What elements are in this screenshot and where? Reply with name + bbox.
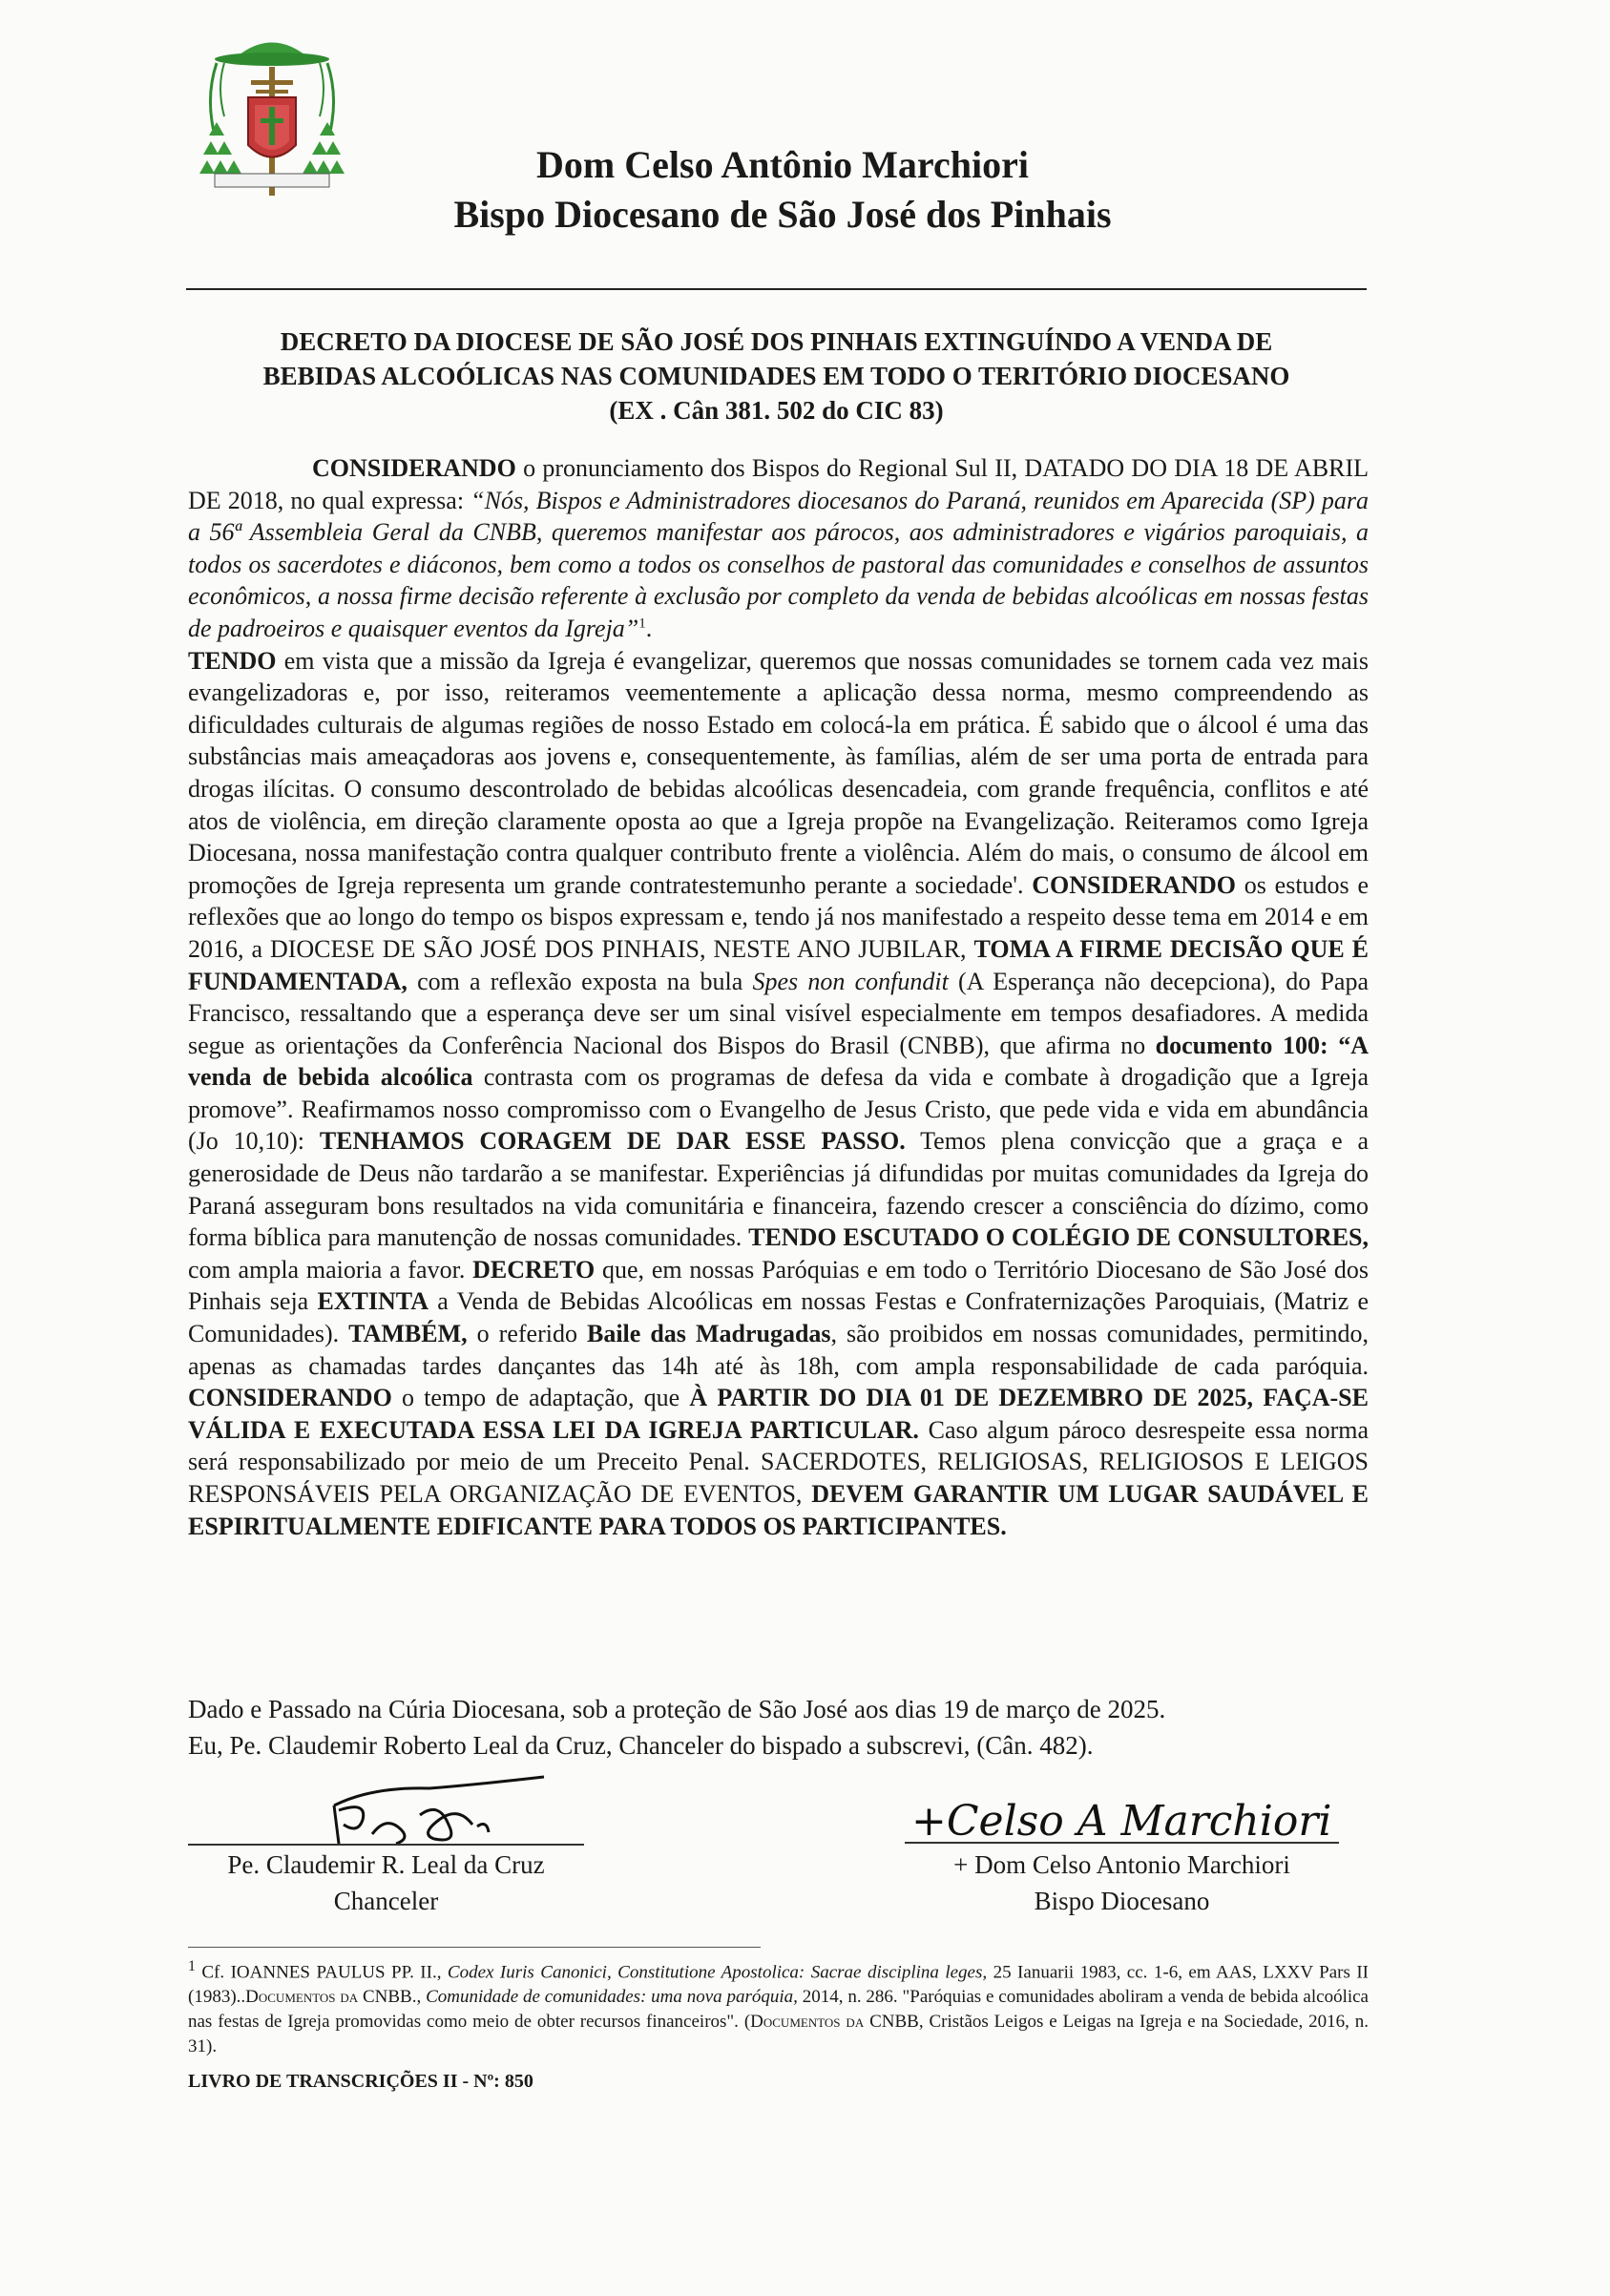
body-text: em vista que a missão da Igreja é evangelizar, queremos que nossas comunidades se tornem cada vez mais evangelizadoras e, por isso, reiteramos veementemente a aplicação dessa norma, mesmo compreendendo as dificuldades culturais de algumas regiões de nosso Estado em colocá-la em prática. É sabido que o álcool é uma das substâncias mais ameaçadoras aos jovens e, consequentemente, às famílias, além de ser uma porta de entrada para drogas ilícitas. O consumo descontrolado de bebidas alcoólicas desencadeia, com grande frequência, conflitos e até atos de violência, em direção claramente oposta ao que a Igreja propõe na Evangelização. Reiteramos como Igreja Diocesana, nossa manifestação contra qualquer contributo frente a violência. Além do mais, o consumo de álcool em promoções de Igreja representa um grande contratestemunho perante a sociedade'. — [188, 646, 1369, 899]
body-text: que, em nossas Paróquias e em todo o Território Diocesano de São José dos Pinhais seja — [188, 1255, 1369, 1316]
footnote-smallcaps: Documentos da CNBB., — [245, 1987, 422, 2008]
body-text: o referido — [467, 1320, 587, 1348]
decree-body — [188, 452, 1369, 1542]
bold-text: CONSIDERANDO — [188, 1384, 392, 1412]
header-divider — [186, 288, 1367, 290]
footnote-text: 2014, n. 286. "Paróquias e comunidades aboliram a venda de bebida alcoólica nas festas de Igreja promovidas como meio de obter recursos financeiros". ( — [188, 1987, 1369, 2033]
bold-text: CONSIDERANDO — [312, 454, 516, 482]
body-text: Temos plena convicção que a graça e a generosidade de Deus não tardarão a se manifestar. Experiências já difundidas por muitas comunidades da Igreja do Paraná asseguram bons resultados na vida comunitária e financeira, fazendo crescer a consciência do dízimo, como forma bíblica para manutenção de nossas comunidades. — [188, 1127, 1369, 1252]
decree-title-line: BEBIDAS ALCOÓLICAS NAS COMUNIDADES EM TODO O TERITÓRIO DIOCESANO — [262, 362, 1290, 390]
paragraph-tendo — [188, 645, 1369, 1543]
footnote-italic: Codex Iuris Canonici, Constitutione Apostolica: Sacrae disciplina leges, — [447, 1962, 988, 1983]
footnote — [188, 1954, 1369, 2059]
body-text: contrasta com os programas de defesa da vida e combate à drogadição que a Igreja promove”. Reafirmamos nosso compromisso com o Evangelho de Jesus Cristo, que pede vida e vida em abundância (Jo 10,10): — [188, 1063, 1369, 1156]
chancellor-signature-icon — [315, 1767, 563, 1853]
body-text: a Venda de Bebidas Alcoólicas em nossas Festas e Confraternizações Paroquiais, (Matriz e Comunidades). — [188, 1287, 1370, 1348]
closing-line: Dado e Passado na Cúria Diocesana, sob a proteção de São José aos dias 19 de março de 2025. — [188, 1695, 1166, 1723]
bold-text: DECRETO — [472, 1255, 596, 1284]
paragraph-considerando — [188, 452, 1369, 645]
closing-line: Eu, Pe. Claudemir Roberto Leal da Cruz, Chanceler do bispado a subscrevi, (Cân. 482). — [188, 1731, 1094, 1760]
decree-title-line: DECRETO DA DIOCESE DE SÃO JOSÉ DOS PINHAIS EXTINGUÍNDO A VENDA DE — [280, 327, 1273, 356]
bold-text: CONSIDERANDO — [1032, 870, 1237, 899]
body-text: o tempo de adaptação, que — [391, 1384, 690, 1412]
bold-text: TAMBÉM, — [348, 1320, 468, 1348]
body-text: o pronunciamento dos Bispos do Regional Sul II, DATADO DO DIA 18 DE ABRIL DE 2018, no qual expressa: — [188, 454, 1369, 514]
handwritten-signature-text: +Celso A Marchiori — [911, 1797, 1332, 1846]
quote-text: “Nós, Bispos e Administradores diocesanos do Paraná, reunidos em Aparecida (SP) para a 56ª Assembleia Geral da CNBB, queremos manifestar aos párocos, aos administradores e vigários paroquiais, a todos os sacerdotes e diáconos, bem como a todos os conselhos de pastoral das comunidades e conselhos de assuntos econômicos, a nossa firme decisão referente à exclusão por completo da venda de bebidas alcoólicas em nossas festas de padroeiros e quaisquer eventos da Igreja” — [188, 486, 1369, 642]
bold-text: DEVEM GARANTIR UM LUGAR SAUDÁVEL E ESPIRITUALMENTE EDIFICANTE PARA TODOS OS PARTICIPANTES. — [188, 1480, 1369, 1540]
body-text: , são proibidos em nossas comunidades, permitindo, apenas as chamadas tardes dançantes das 14h até às 18h, com ampla responsabilidade de cada paróquia. — [188, 1320, 1369, 1380]
italic-text: Spes non confundit — [752, 967, 949, 995]
footnote-text: 25 Ianuarii 1983, cc. 1-6, em AAS, LXXV Pars II (1983).. — [188, 1962, 1369, 2008]
bold-text: documento 100: “A venda de bebida alcoólica — [188, 1031, 1369, 1092]
bishop-signature-name: + Dom Celso Antonio Marchiori — [953, 1850, 1290, 1879]
bishop-signature-icon — [907, 1792, 1384, 1849]
bishop-name: Dom Celso Antônio Marchiori — [536, 143, 1029, 186]
footnote-number: 1 — [188, 1958, 196, 1974]
body-text: os estudos e reflexões que ao longo do tempo os bispos expressam e, tendo já nos manifestado a respeito desse tema em 2014 e em 2016, a DIOCESE DE SÃO JOSÉ DOS PINHAIS, NESTE ANO JUBILAR, — [188, 870, 1369, 963]
body-text: Caso algum pároco desrespeite essa norma será responsabilizado por meio de um Preceito Penal. SACERDOTES, RELIGIOSAS, RELIGIOSOS E LEIGOS RESPONSÁVEIS PELA ORGANIZAÇÃO DE EVENTOS, — [188, 1415, 1369, 1508]
footnote-divider — [188, 1947, 761, 1948]
footnote-italic: Comunidade de comunidades: uma nova paróquia, — [426, 1987, 798, 2008]
registry-number: LIVRO DE TRANSCRIÇÕES II - Nº: 850 — [188, 2071, 533, 2092]
footnote-text: Cf. IOANNES PAULUS PP. II., — [195, 1962, 448, 1983]
body-text: com ampla maioria a favor. — [188, 1255, 473, 1284]
decree-title-line: (EX . Cân 381. 502 do CIC 83) — [609, 396, 944, 425]
bishop-title: Bispo Diocesano de São José dos Pinhais — [453, 193, 1112, 236]
bishop-signature-block — [905, 1847, 1339, 1919]
signature-line — [188, 1844, 584, 1846]
body-text: com a reflexão exposta na bula — [407, 967, 753, 995]
body-text: (A Esperança não decepciona), do Papa Francisco, ressaltando que a esperança deve ser um sinal visível especialmente em tempos desafiadores. A medida segue as orientações da Conferência Nacional dos Bispos do Brasil (CNBB), que afirma no — [188, 967, 1369, 1059]
footnote-smallcaps: Documentos da CNBB, — [750, 2012, 924, 2033]
chancellor-name: Pe. Claudemir R. Leal da Cruz — [227, 1850, 545, 1879]
bishop-signature-role: Bispo Diocesano — [1034, 1887, 1210, 1915]
chancellor-signature-block — [188, 1847, 584, 1919]
bold-text: À PARTIR DO DIA 01 DE DEZEMBRO DE 2025, FAÇA-SE VÁLIDA E EXECUTADA ESSA LEI DA IGREJA PARTICULAR. — [188, 1384, 1369, 1444]
footnote-text: Cristãos Leigos e Leigas na Igreja e na Sociedade, 2016, n. 31). — [188, 2012, 1369, 2057]
chancellor-role: Chanceler — [333, 1887, 439, 1915]
signature-line — [905, 1842, 1339, 1844]
footnote-ref: 1 — [638, 616, 646, 632]
bold-text: TENHAMOS CORAGEM DE DAR ESSE PASSO. — [319, 1127, 906, 1156]
bold-text: Baile das Madrugadas — [586, 1320, 831, 1348]
body-text: . — [645, 614, 653, 642]
bold-text: TENDO — [188, 646, 277, 675]
bold-text: EXTINTA — [317, 1287, 429, 1316]
bold-text: TENDO ESCUTADO O COLÉGIO DE CONSULTORES, — [748, 1223, 1369, 1252]
bold-text: TOMA A FIRME DECISÃO QUE É FUNDAMENTADA, — [188, 934, 1369, 995]
decree-title — [186, 324, 1367, 428]
closing-block — [188, 1691, 1369, 1764]
